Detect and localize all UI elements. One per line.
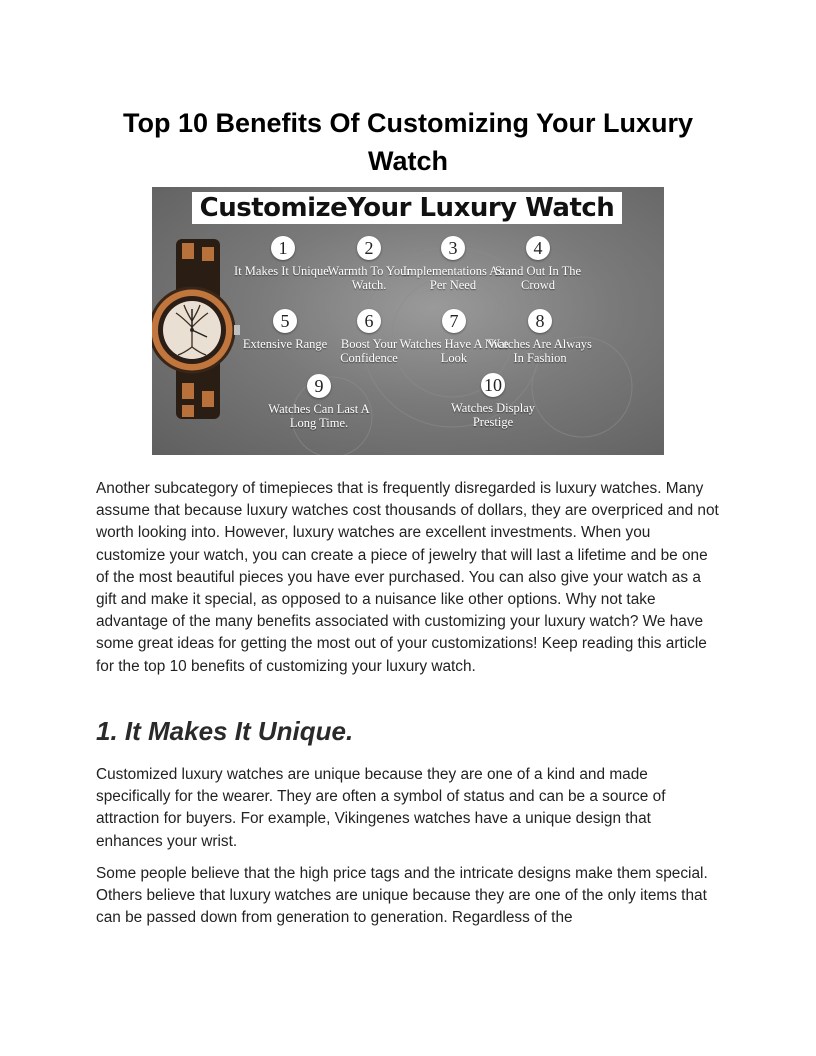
benefit-label: Warmth To Your Watch. bbox=[327, 264, 411, 292]
benefit-number: 7 bbox=[442, 309, 466, 333]
benefit-8 bbox=[485, 309, 595, 365]
benefit-label: Extensive Range bbox=[242, 337, 328, 351]
benefit-label: Watches Display Prestige bbox=[450, 401, 536, 429]
benefit-number: 2 bbox=[357, 236, 381, 260]
benefit-9 bbox=[264, 374, 374, 430]
benefit-number: 8 bbox=[528, 309, 552, 333]
benefit-label: Implementations As Per Need bbox=[402, 264, 504, 292]
section-paragraph: Some people believe that the high price tags and the intricate designs make them special. Others believe that luxury watches are unique because they are one of the only items that can be passed down from generation to generation. Regardless of the bbox=[96, 865, 708, 927]
section-paragraph: Customized luxury watches are unique because they are one of a kind and made specifically for the wearer. They are often a symbol of status and can be a source of attraction for buyers. For example, Vikingenes watches have a unique design that enhances your wrist. bbox=[96, 766, 666, 850]
benefit-number: 10 bbox=[481, 373, 505, 397]
benefit-number: 9 bbox=[307, 374, 331, 398]
benefit-label: Stand Out In The Crowd bbox=[494, 264, 582, 292]
benefit-label: Watches Can Last A Long Time. bbox=[268, 402, 370, 430]
benefit-number: 3 bbox=[441, 236, 465, 260]
benefit-label: Watches Have A Nice Look bbox=[399, 337, 509, 365]
page-title: Top 10 Benefits Of Customizing Your Luxury Watch bbox=[122, 108, 694, 176]
benefit-4 bbox=[483, 236, 593, 292]
benefit-label: Watches Are Always In Fashion bbox=[488, 337, 592, 365]
benefit-label: Boost Your Confidence bbox=[340, 337, 398, 365]
benefit-number: 1 bbox=[271, 236, 295, 260]
benefit-number: 4 bbox=[526, 236, 550, 260]
benefit-number: 5 bbox=[273, 309, 297, 333]
section-heading: 1. It Makes It Unique. bbox=[96, 716, 354, 746]
hero-image bbox=[152, 187, 664, 455]
hero-title: CustomizeYour Luxury Watch bbox=[192, 192, 622, 224]
benefit-number: 6 bbox=[357, 309, 381, 333]
benefit-label: It Makes It Unique. bbox=[234, 264, 332, 278]
benefit-10 bbox=[438, 373, 548, 429]
intro-paragraph: Another subcategory of timepieces that is frequently disregarded is luxury watches. Many assume that because luxury watches cost thousands of dollars, they are overpriced and not worth looking into. However, luxury watches are excellent investments. When you customize your watch, you can create a piece of jewelry that will last a lifetime and be one of the most beautiful pieces you have ever purchased. You can also give your watch as a gift and make it special, as opposed to a nuisance like other options. Why not take advantage of the many benefits associated with customizing your luxury watch? We have some great ideas for getting the most out of your customizations! Keep reading this article for the top 10 benefits of customizing your luxury watch. bbox=[96, 480, 719, 675]
